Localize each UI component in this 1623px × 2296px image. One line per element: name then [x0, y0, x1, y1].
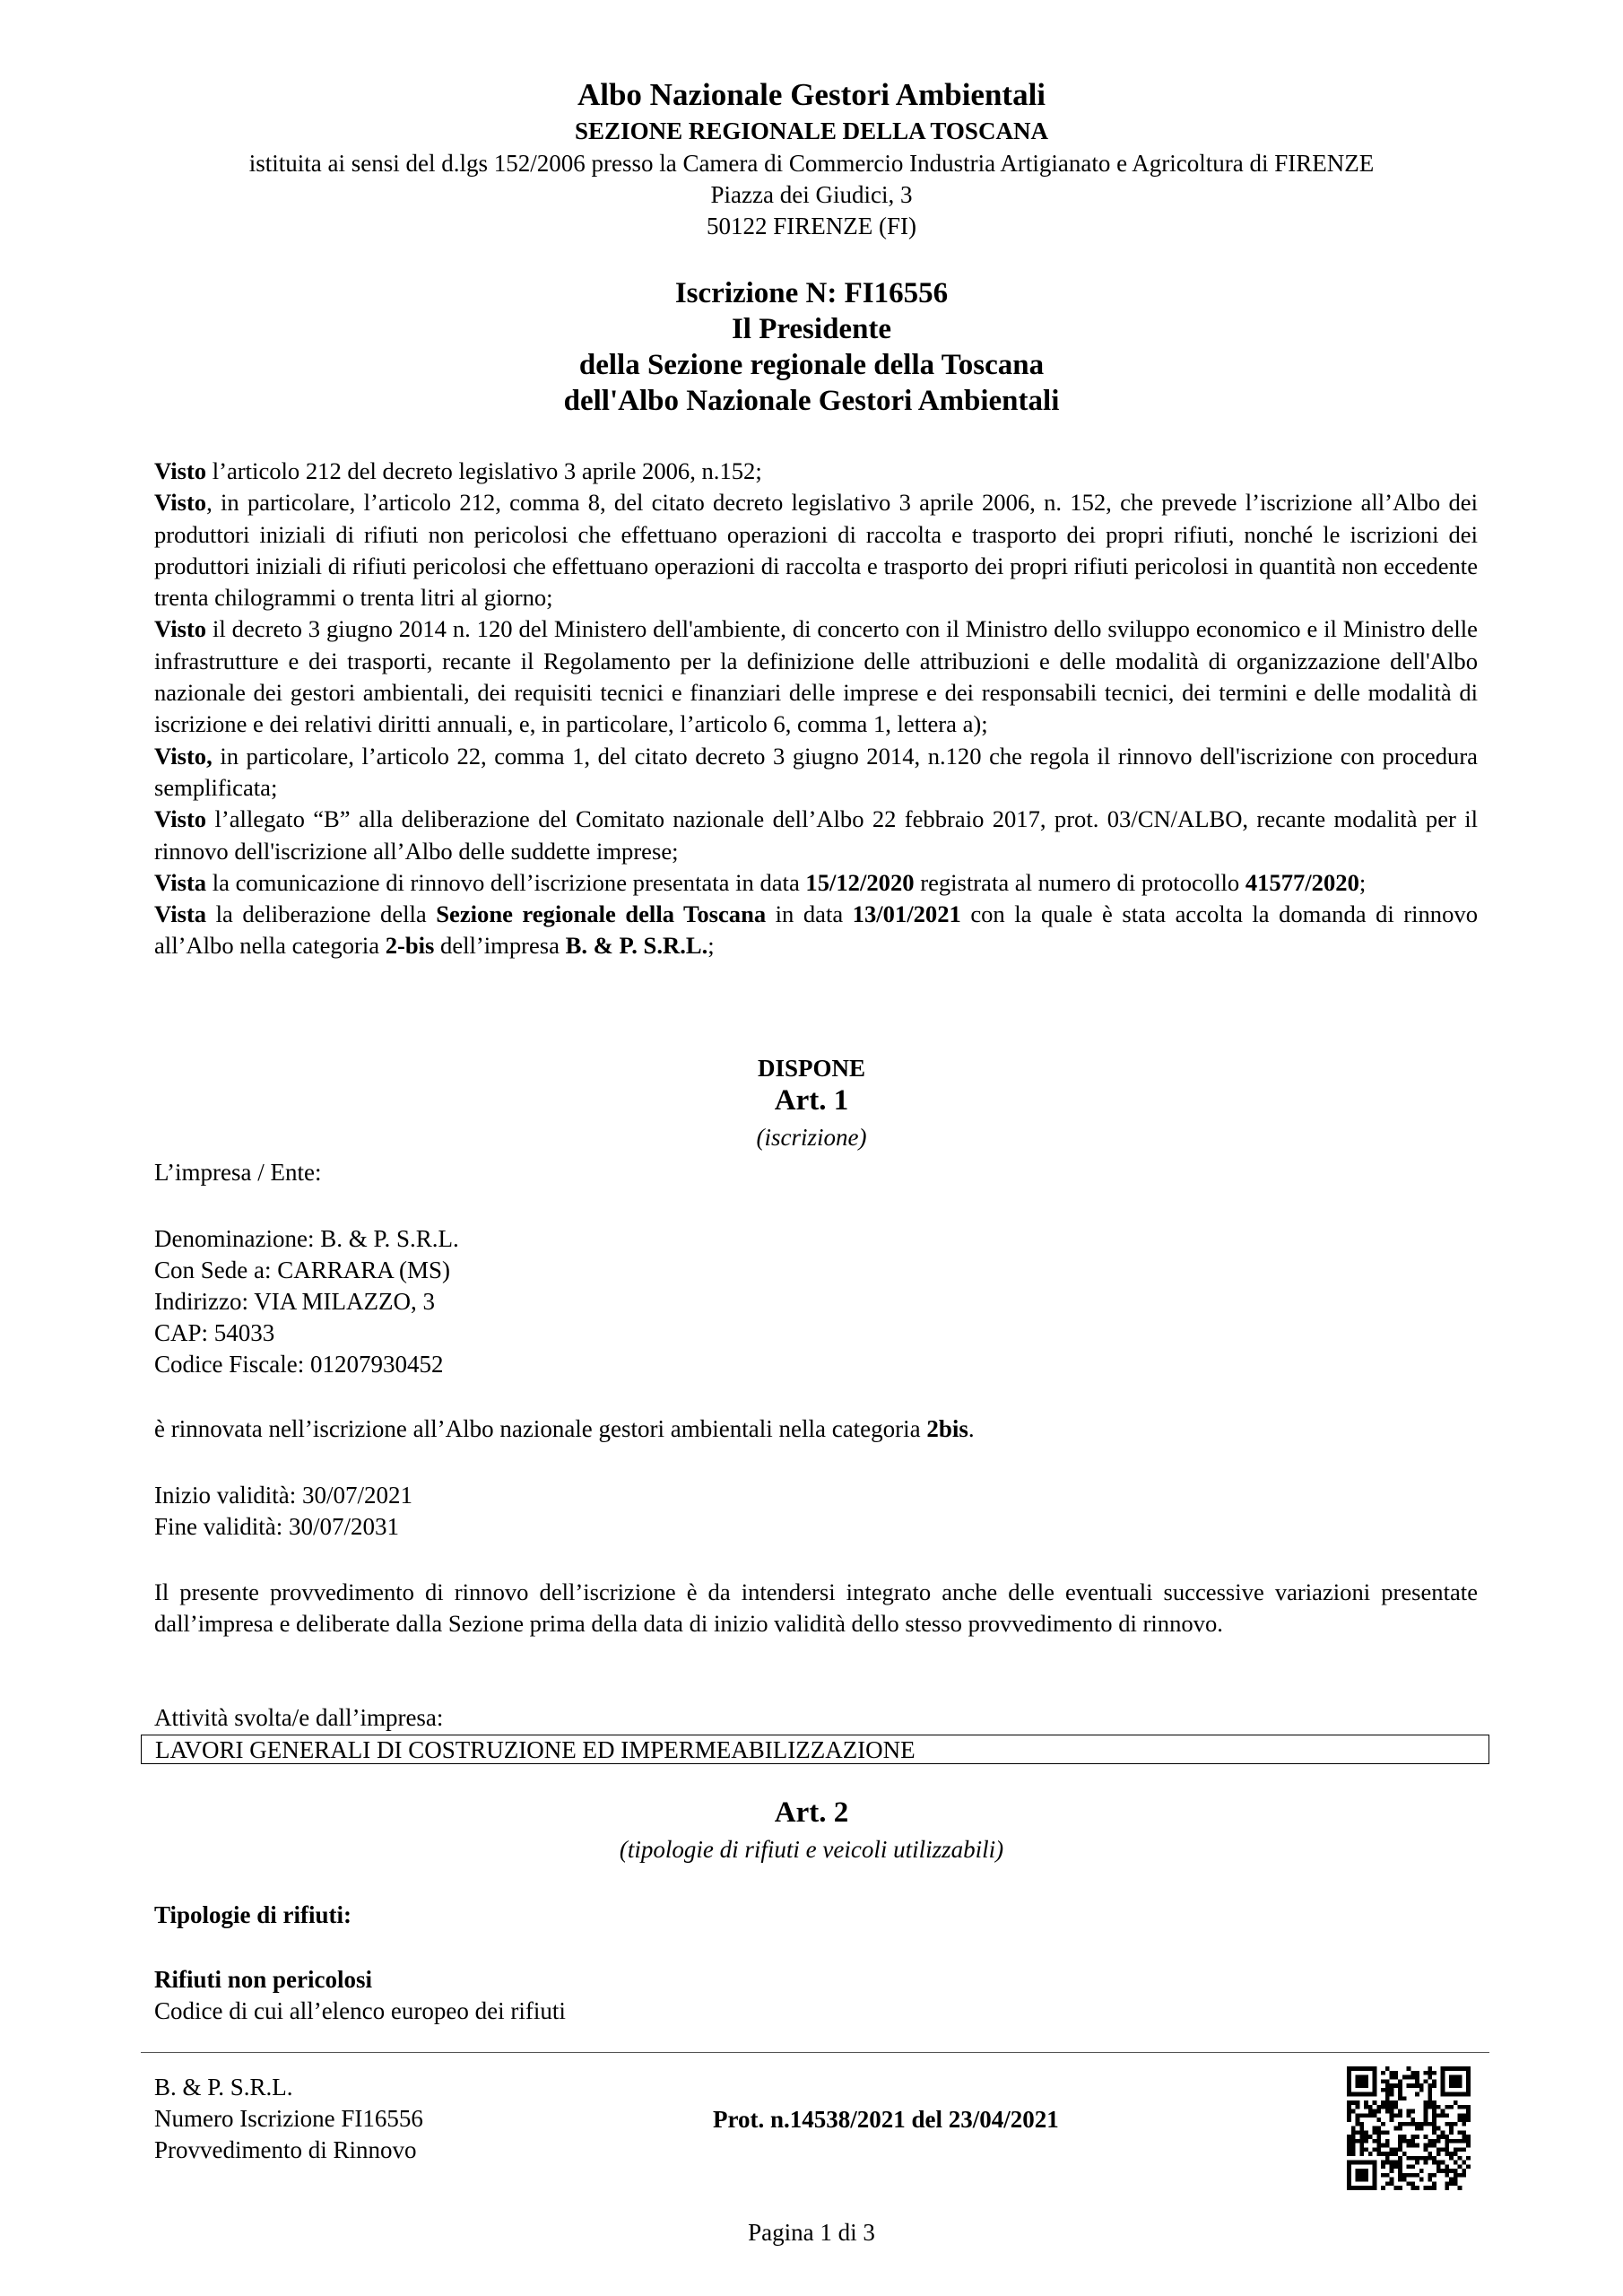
- footer-company: B. & P. S.R.L.: [154, 2074, 293, 2100]
- header-institution: istituita ai sensi del d.lgs 152/2006 presso la Camera di Commercio Industria Artigianato e Agricoltura di FIRENZE: [248, 150, 1375, 177]
- president-title: Il Presidente: [731, 313, 892, 345]
- footer-numero: Numero Iscrizione FI16556: [154, 2105, 423, 2132]
- attivita-box: [141, 1735, 1489, 1764]
- cap: CAP: 54033: [154, 1319, 275, 1346]
- iscrizione-number: Iscrizione N: FI16556: [674, 277, 949, 309]
- preamble-text: il decreto 3 giugno 2014 n. 120 del Ministero dell'ambiente, di concerto con il Ministro dello sviluppo economico e il Ministro delle infrastrutture e dei trasporti, recante il Regolamento per la definizione delle attribuzioni e delle modalità di organizzazione dell'Albo nazionale dei gestori ambientali, dei requisiti tecnici e finanziari delle imprese e dei responsabili tecnici, dei termini e delle modalità di iscrizione e dei relativi diritti annuali, e, in particolare, l’articolo 6, comma 1, lettera a);: [154, 615, 1478, 738]
- preamble-paragraph: [154, 867, 1478, 899]
- header-title: Albo Nazionale Gestori Ambientali: [577, 77, 1046, 112]
- impresa-label: L’impresa / Ente:: [154, 1159, 322, 1186]
- preamble-paragraph: [154, 804, 1478, 867]
- sezione-title: della Sezione regionale della Toscana: [578, 349, 1045, 381]
- sezione-name: Sezione regionale della Toscana: [436, 900, 767, 928]
- preamble-keyword: Visto,: [154, 742, 213, 770]
- rinnovata-end: .: [968, 1415, 975, 1442]
- preamble-paragraph: [154, 741, 1478, 804]
- preamble-paragraph: [154, 456, 1478, 487]
- category: 2-bis: [385, 932, 435, 960]
- page-number: Pagina 1 di 3: [748, 2219, 875, 2246]
- indirizzo: Indirizzo: VIA MILAZZO, 3: [154, 1288, 435, 1315]
- rinnovata-text: è rinnovata nell’iscrizione all’Albo nazionale gestori ambientali nella categoria: [154, 1415, 927, 1442]
- communication-date: 15/12/2020: [805, 868, 915, 896]
- fine-validita: Fine validità: 30/07/2031: [154, 1513, 399, 1540]
- preamble-paragraph: [154, 613, 1478, 740]
- preamble-paragraph: [154, 487, 1478, 613]
- header-address: Piazza dei Giudici, 3: [710, 181, 913, 208]
- preamble: [154, 456, 1478, 962]
- preamble-text: registrata al numero di protocollo: [914, 868, 1245, 896]
- preamble-keyword: Visto: [154, 615, 207, 643]
- qr-code-icon: [1347, 2066, 1471, 2190]
- preamble-keyword: Visto: [154, 457, 207, 484]
- sede: Con Sede a: CARRARA (MS): [154, 1257, 451, 1283]
- header-section: SEZIONE REGIONALE DELLA TOSCANA: [575, 117, 1048, 144]
- art1-title: Art. 1: [774, 1084, 849, 1117]
- preamble-text: ;: [1358, 868, 1367, 896]
- preamble-text: in data: [766, 900, 853, 928]
- art1-subtitle: (iscrizione): [756, 1124, 867, 1151]
- preamble-text: la deliberazione della: [206, 900, 437, 928]
- rinnovata-category: 2bis: [926, 1415, 968, 1442]
- preamble-text: dell’impresa: [434, 932, 566, 960]
- preamble-text: l’allegato “B” alla deliberazione del Comitato nazionale dell’Albo 22 febbraio 2017, prot. 03/CN/ALBO, recante modalità per il rinnovo dell'iscrizione all’Albo delle suddette imprese;: [154, 805, 1478, 865]
- preamble-text: in particolare, l’articolo 22, comma 1, del citato decreto 3 giugno 2014, n.120 che regola il rinnovo dell'iscrizione con procedura semplificata;: [154, 742, 1478, 801]
- preamble-keyword: Visto: [154, 805, 207, 833]
- preamble-paragraph: [154, 899, 1478, 962]
- protocol-number: 41577/2020: [1245, 868, 1359, 896]
- preamble-text: l’articolo 212 del decreto legislativo 3 aprile 2006, n.152;: [206, 457, 762, 484]
- preamble-text: ;: [707, 932, 715, 960]
- denominazione: Denominazione: B. & P. S.R.L.: [154, 1225, 459, 1252]
- preamble-keyword: Vista: [154, 868, 207, 896]
- codice-fiscale: Codice Fiscale: 01207930452: [154, 1351, 444, 1378]
- albo-title: dell'Albo Nazionale Gestori Ambientali: [563, 385, 1060, 417]
- deliberation-date: 13/01/2021: [852, 900, 961, 928]
- rifiuti-non-pericolosi-heading: Rifiuti non pericolosi: [154, 1966, 373, 1993]
- codice-elenco: Codice di cui all’elenco europeo dei rifiuti: [154, 1997, 566, 2024]
- inizio-validita: Inizio validità: 30/07/2021: [154, 1482, 412, 1509]
- preamble-text: la comunicazione di rinnovo dell’iscrizione presentata in data: [206, 868, 806, 896]
- footer-divider: [141, 2052, 1489, 2053]
- company-name: B. & P. S.R.L.: [565, 932, 708, 960]
- preamble-text: con la quale è stata accolta la domanda di rinnovo all’Albo nella categoria: [154, 900, 1478, 960]
- footer-provvedimento: Provvedimento di Rinnovo: [154, 2136, 417, 2163]
- attivita-label: Attività svolta/e dall’impresa:: [154, 1704, 444, 1731]
- art2-title: Art. 2: [774, 1796, 849, 1829]
- art2-subtitle: (tipologie di rifiuti e veicoli utilizzabili): [619, 1836, 1004, 1863]
- preamble-text: , in particolare, l’articolo 212, comma 8, del citato decreto legislativo 3 aprile 2006, n. 152, che prevede l’iscrizione all’Albo dei produttori iniziali di rifiuti non pericolosi che effettuano operazioni di raccolta e trasporto dei propri rifiuti, nonché le iscrizioni dei produttori iniziali di rifiuti pericolosi che effettuano operazioni di raccolta e trasporto dei propri rifiuti pericolosi in quantità non eccedente trenta chilogrammi o trenta litri al giorno;: [154, 489, 1478, 612]
- attivita-value: LAVORI GENERALI DI COSTRUZIONE ED IMPERMEABILIZZAZIONE: [155, 1736, 916, 1763]
- header-city: 50122 FIRENZE (FI): [707, 213, 916, 239]
- integrato-paragraph: Il presente provvedimento di rinnovo dell’iscrizione è da intendersi integrato anche delle eventuali successive variazioni presentate dall’impresa e deliberate dalla Sezione prima della data di inizio validità dello stesso provvedimento di rinnovo.: [154, 1578, 1478, 1638]
- preamble-keyword: Visto: [154, 489, 207, 517]
- footer-protocol: Prot. n.14538/2021 del 23/04/2021: [713, 2106, 1059, 2133]
- tipologie-heading: Tipologie di rifiuti:: [154, 1901, 352, 1928]
- preamble-keyword: Vista: [154, 900, 207, 928]
- rinnovata-statement: [154, 1415, 975, 1443]
- dispone-heading: DISPONE: [757, 1055, 866, 1082]
